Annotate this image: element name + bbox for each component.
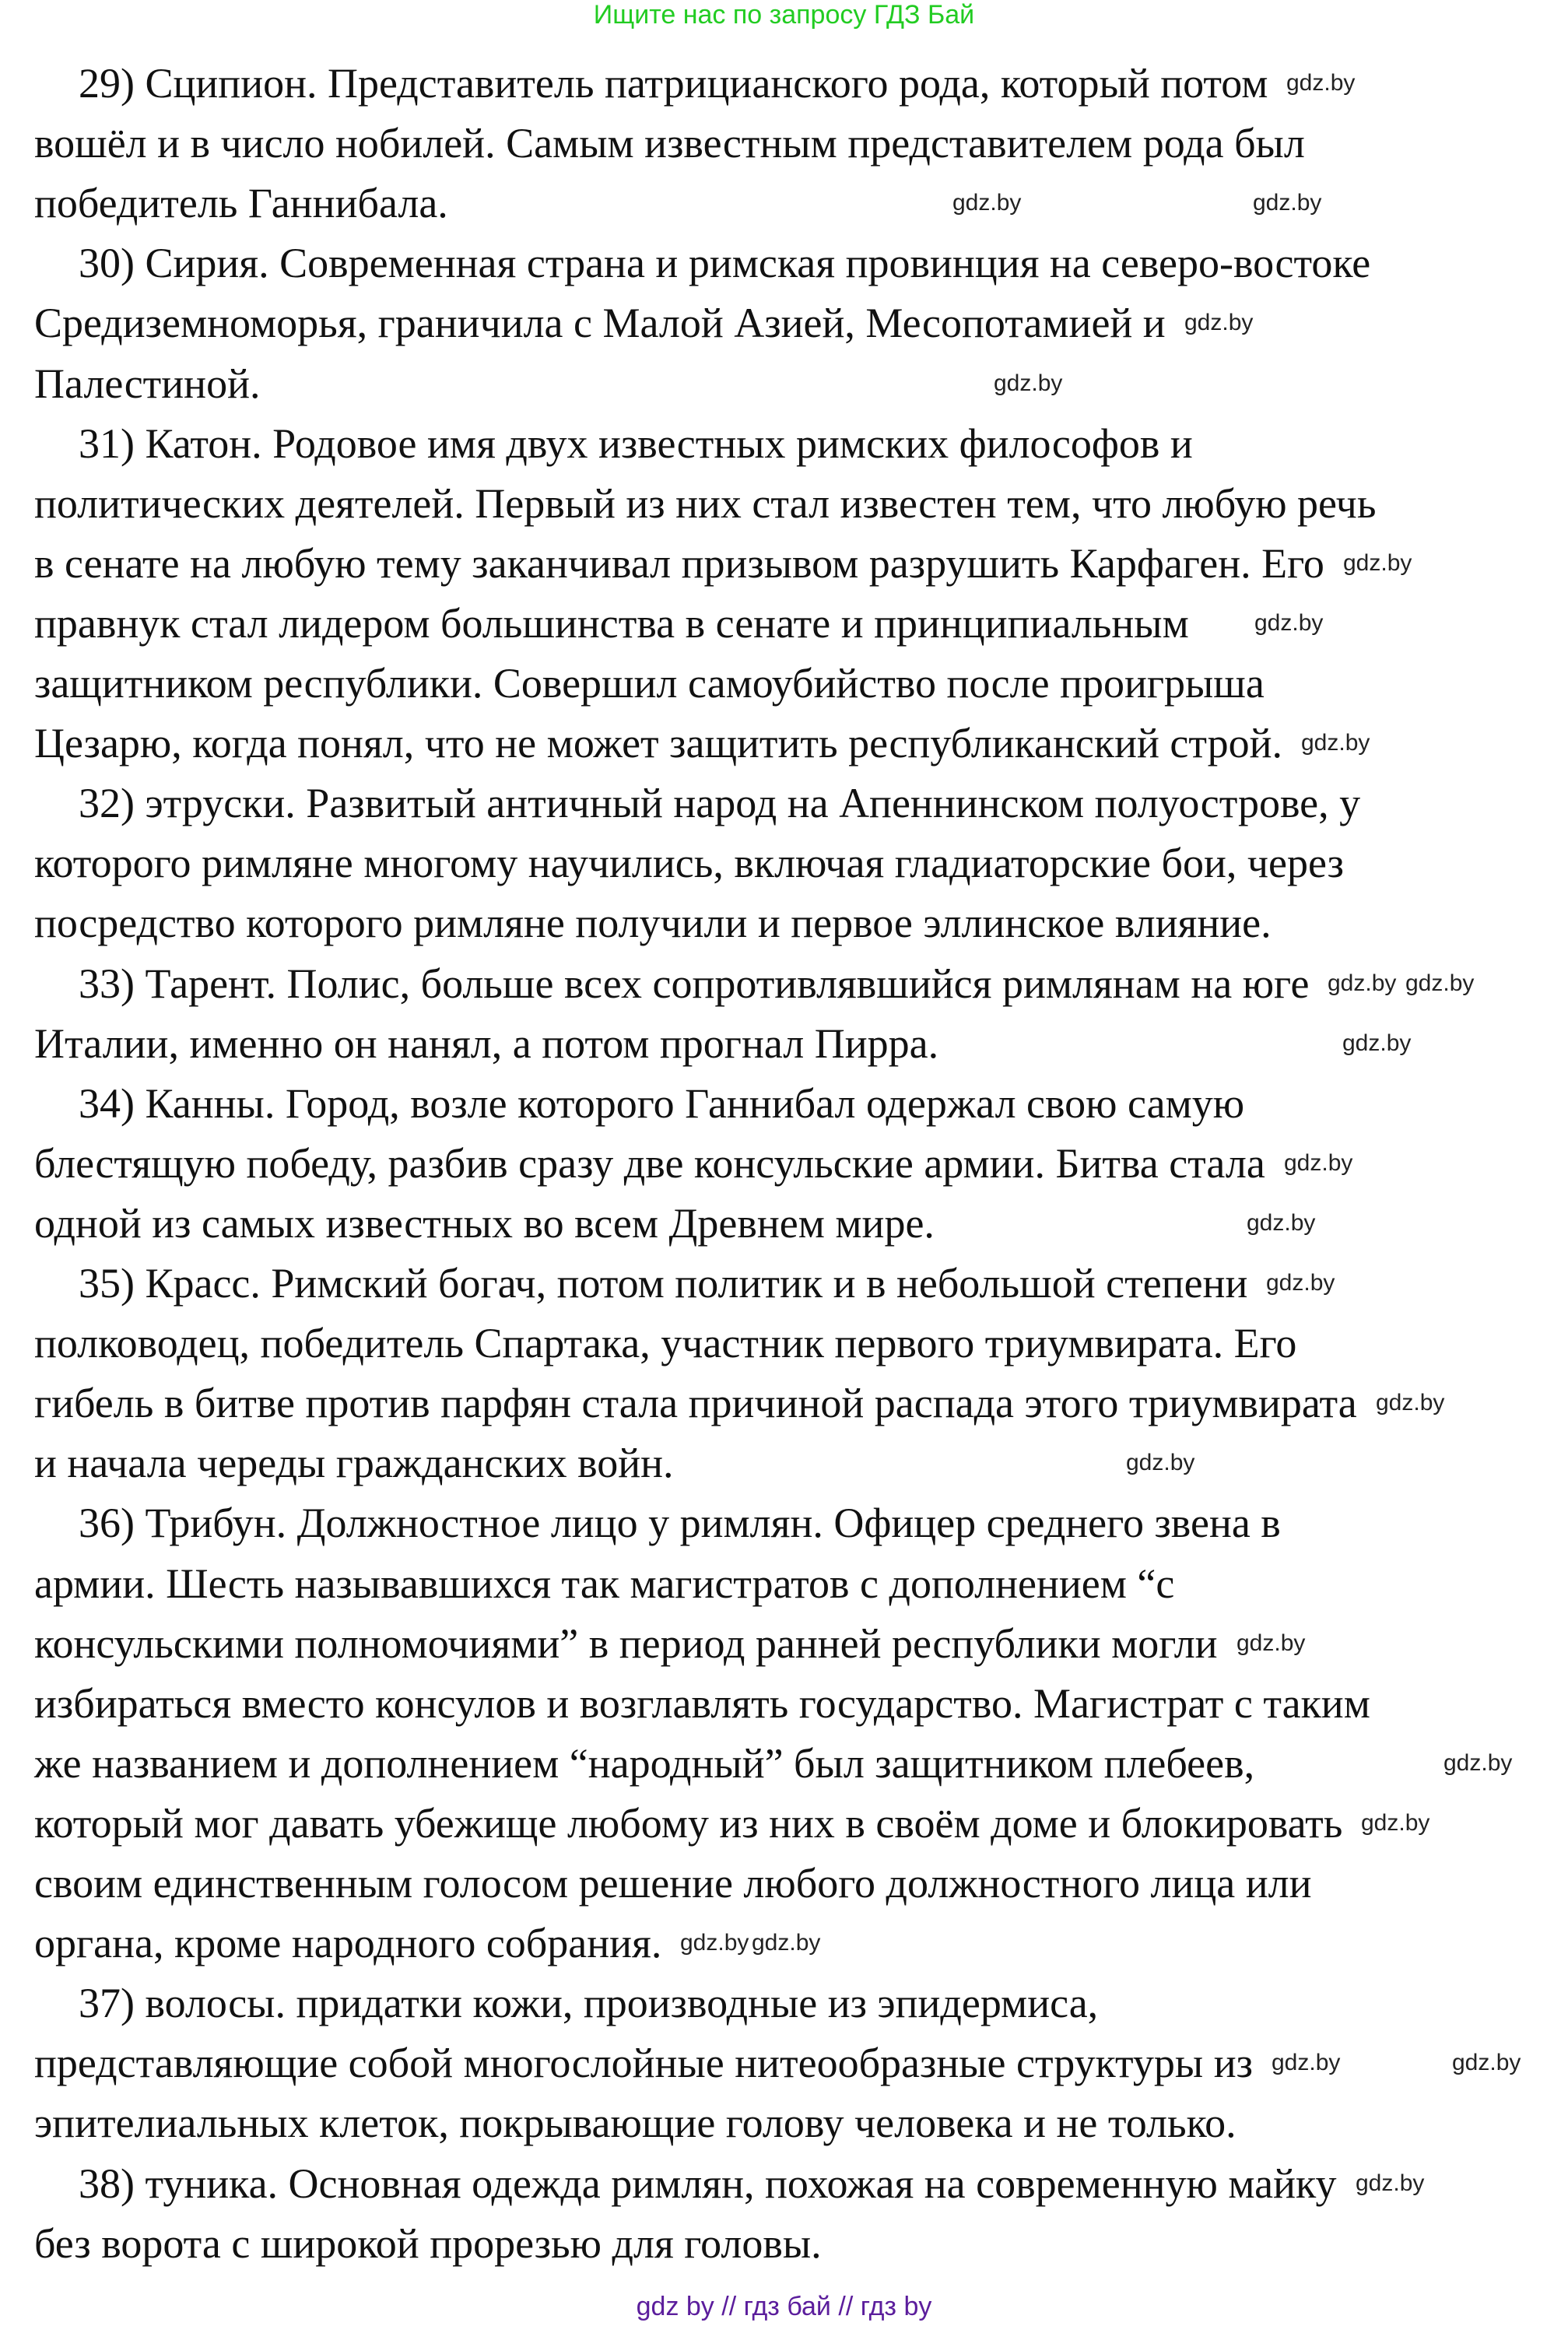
paragraph-first-line: 34) Канны. Город, возле которого Ганнибал одержал свою самую <box>79 1079 1245 1127</box>
paragraph-line: полководец, победитель Спартака, участник первого триумвирата. Его <box>34 1320 1297 1367</box>
paragraph-line: консульскими полномочиями” в период ранней республики могли <box>34 1619 1218 1667</box>
watermark-gdz: gdz.by <box>1356 2170 1425 2196</box>
paragraph-line: армии. Шесть называвшихся так магистратов с дополнением “с <box>34 1559 1175 1607</box>
paragraph-first-line: 36) Трибун. Должностное лицо у римлян. Офицер среднего звена в <box>79 1500 1281 1547</box>
paragraph-line: органа, кроме народного собрания. <box>34 1920 662 1967</box>
paragraph-line: одной из самых известных во всем Древнем мире. <box>34 1199 935 1247</box>
watermark-gdz: gdz.by <box>1272 2050 1341 2076</box>
watermark-gdz: gdz.by <box>680 1930 749 1956</box>
paragraph-first-line: 33) Тарент. Полис, больше всех сопротивлявшийся римлянам на юге <box>79 960 1310 1007</box>
paragraph-line: посредство которого римляне получили и первое эллинское влияние. <box>34 900 1272 947</box>
paragraph-line: вошёл и в число нобилей. Самым известным представителем рода был <box>34 120 1305 167</box>
watermark-gdz: gdz.by <box>1328 970 1397 996</box>
paragraph-line: же названием и дополнением “народный” был защитником плебеев, <box>34 1739 1255 1787</box>
watermark-gdz: gdz.by <box>752 1930 821 1956</box>
paragraph-line: в сенате на любую тему заканчивал призывом разрушить Карфаген. Его <box>34 539 1324 587</box>
paragraph-first-line: 38) туника. Основная одежда римлян, похожая на современную майку <box>79 2159 1337 2207</box>
paragraph-line: блестящую победу, разбив сразу две консульские армии. Битва стала <box>34 1139 1265 1187</box>
watermark-gdz: gdz.by <box>952 190 1022 216</box>
paragraph-first-line: 32) этруски. Развитый античный народ на Апеннинском полуострове, у <box>79 780 1361 827</box>
paragraph-line: политических деятелей. Первый из них стал известен тем, что любую речь <box>34 479 1377 527</box>
watermark-gdz: gdz.by <box>1361 1809 1430 1836</box>
watermark-gdz: gdz.by <box>1443 1749 1513 1776</box>
paragraph-line: Средиземноморья, граничила с Малой Азией, Месопотамией и <box>34 300 1166 347</box>
footer-links[interactable]: gdz by // гдз бай // гдз by <box>636 2292 932 2321</box>
paragraph-line: своим единственным голосом решение любого должностного лица или <box>34 1860 1312 1907</box>
paragraph-line: представляющие собой многослойные нитеообразные структуры из <box>34 2040 1253 2087</box>
paragraph-first-line: 37) волосы. придатки кожи, производные из эпидермиса, <box>79 1980 1099 2027</box>
watermark-gdz: gdz.by <box>1254 609 1324 636</box>
paragraph-line: без ворота с широкой прорезью для головы. <box>34 2219 822 2267</box>
watermark-gdz: gdz.by <box>1343 549 1412 576</box>
paragraph-line: защитником республики. Совершил самоубийство после проигрыша <box>34 660 1265 707</box>
paragraph-line: избираться вместо консулов и возглавлять государство. Магистрат с таким <box>34 1679 1370 1727</box>
watermark-gdz: gdz.by <box>1286 70 1356 96</box>
watermark-gdz: gdz.by <box>1342 1030 1412 1056</box>
paragraph-line: которого римляне многому научились, включая гладиаторские бои, через <box>34 840 1344 887</box>
watermark-gdz: gdz.by <box>1237 1630 1306 1656</box>
site-search-banner: Ищите нас по запросу ГДЗ Бай <box>593 0 975 30</box>
watermark-gdz: gdz.by <box>1284 1149 1353 1176</box>
paragraph-first-line: 35) Красс. Римский богач, потом политик и в небольшой степени <box>79 1260 1248 1307</box>
paragraph-line: который мог давать убежище любому из них в своём доме и блокировать <box>34 1799 1343 1847</box>
paragraph-line: и начала череды гражданских войн. <box>34 1440 674 1487</box>
paragraph-line: правнук стал лидером большинства в сенате и принципиальным <box>34 599 1189 647</box>
paragraph-line: Цезарю, когда понял, что не может защитить республиканский строй. <box>34 720 1282 767</box>
paragraph-first-line: 30) Сирия. Современная страна и римская провинция на северо-востоке <box>79 240 1371 287</box>
watermark-gdz: gdz.by <box>1301 730 1370 756</box>
paragraph-first-line: 29) Сципион. Представитель патрицианского рода, который потом <box>79 60 1268 107</box>
watermark-gdz: gdz.by <box>1126 1450 1195 1476</box>
paragraph-line: Палестиной. <box>34 360 261 407</box>
paragraph-first-line: 31) Катон. Родовое имя двух известных римских философов и <box>79 419 1193 467</box>
watermark-gdz: gdz.by <box>1247 1209 1316 1236</box>
watermark-gdz: gdz.by <box>1376 1390 1445 1416</box>
watermark-gdz: gdz.by <box>1184 310 1254 336</box>
watermark-gdz: gdz.by <box>1253 190 1322 216</box>
watermark-gdz: gdz.by <box>1266 1270 1335 1296</box>
watermark-gdz: gdz.by <box>994 370 1063 396</box>
paragraph-line: Италии, именно он нанял, а потом прогнал Пирра. <box>34 1019 939 1067</box>
watermark-gdz: gdz.by <box>1405 970 1475 996</box>
paragraph-line: эпителиальных клеток, покрывающие голову человека и не только. <box>34 2100 1237 2147</box>
watermark-gdz: gdz.by <box>1452 2050 1521 2076</box>
paragraph-line: гибель в битве против парфян стала причиной распада этого триумвирата <box>34 1380 1357 1427</box>
paragraph-line: победитель Ганнибала. <box>34 180 448 227</box>
